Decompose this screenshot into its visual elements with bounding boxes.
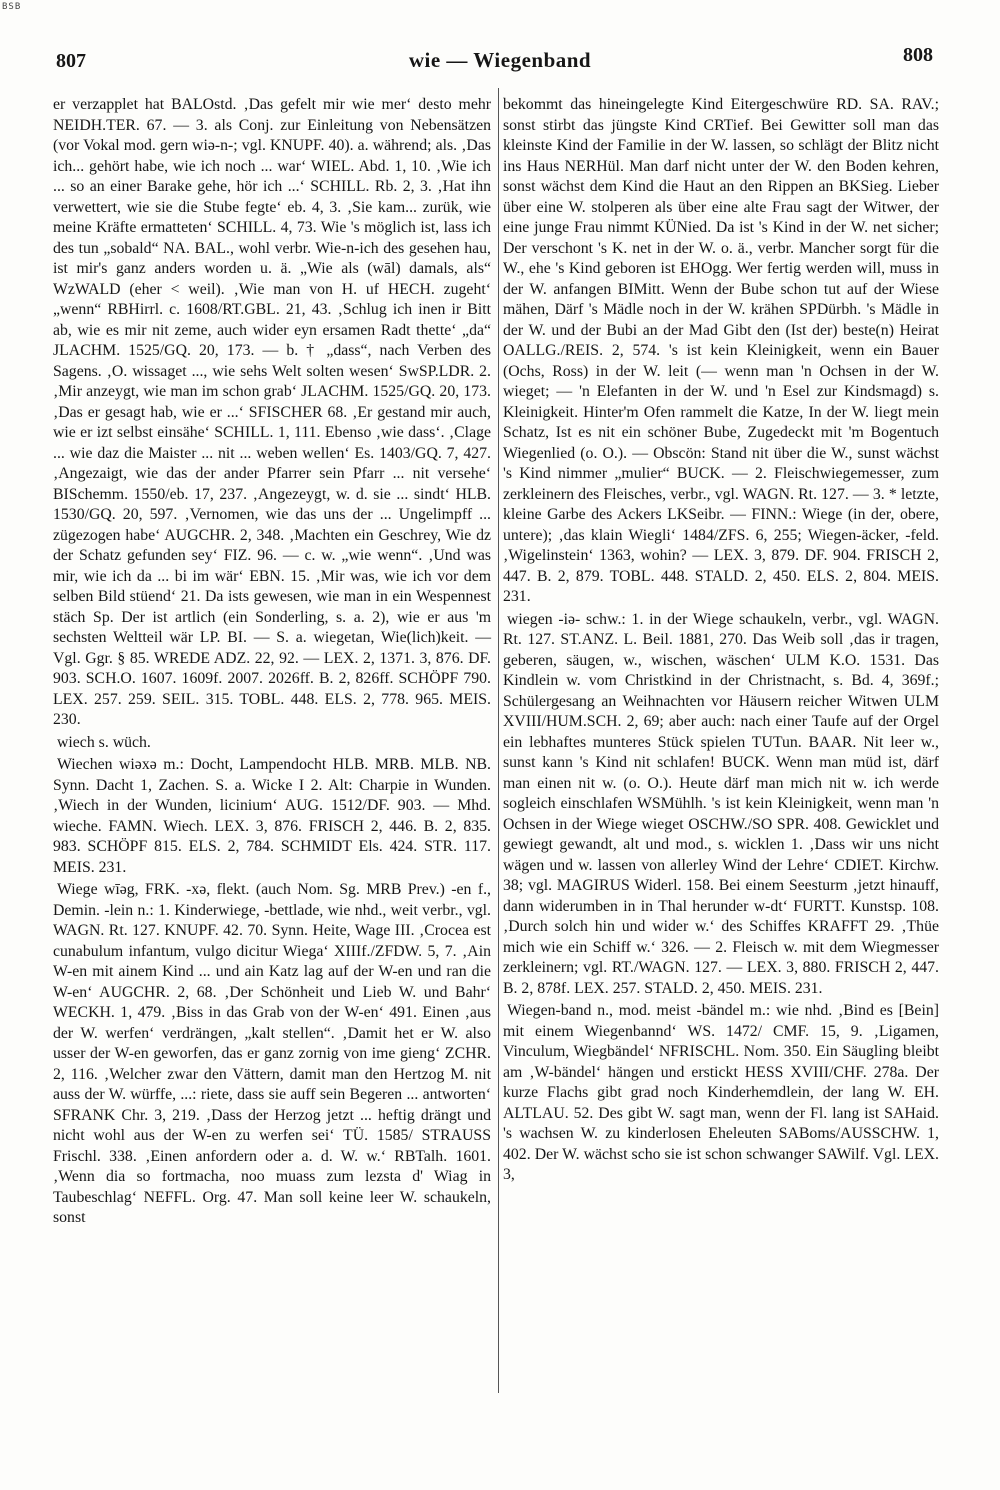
entry-wiege: Wiege wīəg, FRK. -xə, flekt. (auch Nom. Sg. MRB Prev.) -en f., Demin. -lein n.: 1. Kinderwiege, -bettlade, wie nhd., weit verbr., vgl. WAGN. Rt. 127. KNUPF. 42. 70. Synn. Heite, Wage III. ‚Crocea est cunabulum infantum, vulgo dicitur Wiega‘ XIIIf./ZFDW. 5, 7. ‚Ain W-en mit ainem Kind ... und ain Katz lag auf der W-en und ran die W-en‘ AUGCHR. 2, 68. ‚Der Schönheit und Lieb W. und Bahr‘ WECKH. 1, 479. ‚Biss in das Grab von der W-en‘ 491. Einen ‚aus der W. werfen‘ verdrängen, „kalt stellen“. ‚Damit het er W. also usser der W-en geworfen, das er ganz zornig von ime gieng‘ ZCHR. 2, 116. ‚Welcher zwar den Vättern, damit man den Hertzog M. nit auss der W. würffe, ...: riete, dass sie auff sein Begeren ... antworten‘ SFRANK Chr. 3, 219. ‚Dass der Herzog jetzt ... heftig drängt und nicht wohl aus der W-en zu werfen sei‘ TÜ. 1585/ STRAUSS Frischl. 338. ‚Einen anfordern oder a. d. W. w.‘ RBTalh. 1601. ‚Wenn dia so fortmacha, noo muass zum lezsta d' Wiag in Taubeschlag‘ NEFFL. Org. 47. Man soll keine leer W. schaukeln, sonst [53, 881, 491, 1226]
entry-wiegenband: Wiegen-band n., mod. meist -bändel m.: wie nhd. ‚Bind es [Bein] mit einem Wiegenbannd‘ WS. 1472/ CMF. 15, 9. ‚Ligamen, Vinculum, Wiegbändel‘ NFRISCHL. Nom. 350. Ein Säugling bleibt am ‚W-bändel‘ hängen und erstickt HESS XVIII/CHF. 278a. Der kurze Flachs gibt grad noch Kinderhemdlein, der lang W. EH. ALTLAU. 52. Des gibt W. sagt man, wenn der Fl. lang ist SAHaid. 's wachsen W. zu kinderlosen Eheleuten SABoms/AUSSCHW. 1, 402. Der W. wächst scho sie ist schon schwanger SAWilf. Vgl. LEX. 3, [503, 1002, 939, 1183]
column-divider [498, 88, 499, 1393]
library-stamp: BSB [2, 2, 22, 12]
entry-wiech: wiech s. wüch. [57, 733, 151, 751]
right-column [503, 95, 939, 1186]
entry-wie-continued: er verzapplet hat BALOstd. ‚Das gefelt mir wie mer‘ desto mehr NEIDH.TER. 67. — 3. als Conj. zur Einleitung von Nebensätzen (vor Vokal mod. gern wiə-n-; vgl. KNUPF. 40). a. während; als. ‚Das ich... gehört habe, wie ich noch ... war‘ WIEL. Abd. 1, 10. ‚Wie ich ... so an einer Barake gehe, hör ich ...‘ SCHILL. Rb. 2, 3. ‚Hat ihn verwettert, wie sie die Stube fegte‘ eb. 4, 3. ‚Sie kam... zurük, wie meine Kräfte ermatteten‘ SCHILL. 4, 73. Wie 's möglich ist, lass ich des tun „sobald“ NA. BAL., wohl verbr. Wie-n-ich des gesehen hau, ist mir's ganz anders worden u. ä. „Wie als (wāl) damals, als“ WzWALD (eher < weil). ‚Wie man von H. uf HECH. zugeht‘ „wenn“ RBHirrl. c. 1608/RT.GBL. 21, 43. ‚Schlug ich inen ir Bitt ab, wie es mir nit zeme, auch wider eyn ersamen Radt thette‘ „da“ JLACHM. 1525/GQ. 20, 173. — b. † „dass“, nach Verben des Sagens. ‚O. wissaget ..., wie sehs Welt solten wesen‘ SwSP.LDR. 2. ‚Mir anzeygt, wie man im schon grab‘ JLACHM. 1525/GQ. 20, 173. ‚Das er gesagt hab, wie er ...‘ SFISCHER 68. ‚Er gestand mir auch, wie er izt selbst einsähe‘ SCHILL. 1, 111. Ebenso ‚wie dass‘. ‚Clage ... wie daz die Maister ... nit ... weben wellen‘ Es. 1403/GQ. 7, 427. ‚Angezaigt, wie das der ander Pfarrer sein Pfarr ... nit versehe‘ BISchemm. 1550/eb. 17, 237. ‚Angezeygt, w. d. sie ... sindt‘ HLB. 1530/GQ. 20, 597. ‚Vernomen, wie das uns der ... Ungelimpff ... zügezogen habe‘ AUGCHR. 2, 348. ‚Machten ein Geschrey, Wie dz der Schatz gefunden sey‘ FIZ. 96. — c. w. „wie wenn“. ‚Und was mir, wie ich da ... bi im wär‘ EBN. 15. ‚Mir was, wie ich vor dem selben Bild stüend‘ 21. Da ists gewesen, wie man in ein Wespennest stäch Sp. Der ist artlich (ein Sonderling, s. a. 2), wie er aus 'm sechsten Weltteil wär LP. BI. — S. a. wiegetan, Wie(lich)keit. — Vgl. Ggr. § 85. WREDE ADZ. 22, 92. — LEX. 2, 1371. 3, 876. DF. 903. SCH.O. 1607. 1609f. 2007. 2026ff. B. 2, 826ff. SCHÖPF 790. LEX. 257. 259. SEIL. 315. TOBL. 448. ELS. 2, 778. 965. MEIS. 230. [53, 96, 491, 728]
entry-wiege-continued: bekommt das hineingelegte Kind Eitergeschwüre RD. SA. RAV.; sonst stirbt das jüngste Kind CRTief. Bei Gewitter soll man das kleinste Kind der Familie in der W. lassen, so schlägt der Blitz nicht ins Haus NERHül. Man darf nicht unter der W. den Boden kehren, sonst wächst dem Kind die Haut an den Rippen an BKSieg. Lieber über eine W. stolperen als über eine alte Frau sagt der Witwer, der eine junge Frau nimmt KÜNied. Da ist 's Kind in der W. net sicher; Der verschont 's K. net in der W. o. ä., verbr. Mancher sorgt für die W., ehe 's Kind geboren ist EHOgg. Wer fertig werden will, muss in der W. anfangen BIMitt. Wenn der Bube schon tut auf der Wiese mähen, Därf 's Mädle noch in der W. krähen SPDürbh. 's Mädle in der W. und der Bubi an der Mad Gibt den (Ist der) beste(n) Heirat OALLG./REIS. 2, 574. 's ist kein Kleinigkeit, wenn ein Bauer (Ochs, Ross) in der W. leit (— wenn man 'n Ochsen in der W. wieget; — 'n Elefanten in der W. und 'n Esel zur Kindsmagd) s. Kleinigkeit. Hinter'm Ofen rammelt die Katze, In der W. liegt mein Schatz, Ist es nit ein schöner Bube, Zugedeckt mit 'm Bogentuch Wiegenlied (o. O.). — Obscön: Stand nit über die W., sunst wächst 's Kind nimmer „mulier“ BUCK. — 2. Fleischwiegemesser, zum zerkleinern des Fleisches, verbr., vgl. WAGN. Rt. 127. — 3. * letzte, kleine Garbe des Ackers LKSeibr. — FINN.: Wiege (in der, obere, untere); ‚das klain Wiegli‘ 1484/ZFS. 6, 255; Wiegen-äcker, -feld. ‚Wigelinstein‘ 1363, wohin? — LEX. 3, 879. DF. 904. FRISCH 2, 447. B. 2, 879. TOBL. 448. STALD. 2, 450. ELS. 2, 804. MEIS. 231. [503, 96, 939, 605]
entry-wiegen: wiegen -iə- schw.: 1. in der Wiege schaukeln, verbr., vgl. WAGN. Rt. 127. ST.ANZ. L. Beil. 1881, 270. Das Weib soll ‚das ir tragen, geberen, säugen, w., wischen, wäschen‘ ULM K.O. 1531. Das Kindlein w. vom Christkind in der Christnacht, s. Bd. 4, 369f.; Schülergesang an Weihnachten vor Häusern reicher Witwen ULM XVIII/HUM.SCH. 2, 69; aber auch: nach einer Taufe auf der Orgel ein lebhaftes munteres Stück spielen TUTun. BAAR. Nit leer w., sunst kann 's Kind nit schlafen! BUCK. Wenn man müd ist, därf man einen nit w. (o. O.). Heute därf man mich nit w. ich werde sogleich einschlafen WSMühlh. 's ist kein Kleinigkeit, wenn man 'n Ochsen in der Wiege wieget OSCHW./SO SPR. 408. Gewicklet und gewiegt gewandt, alt und mod., s. wicklen 1. ‚Dass wir uns nicht wägen und w. lassen von allerley Wind der Lehre‘ CDIET. Kirchw. 38; vgl. MAGIRUS Widerl. 158. Bei einem Seesturm ‚jetzt hinauff, dann widerumben in in Thal herunder w-dt‘ FURTT. Kunstsp. 108. ‚Durch solch hin und wider w.‘ des Schiffes KRAFFT 29. ‚Thüe mich wie ein Schiff w.‘ 326. — 2. Fleisch w. mit dem Wiegmesser zerkleinern; vgl. RT./WAGN. 127. — LEX. 3, 880. FRISCH 2, 447. B. 2, 878f. LEX. 257. STALD. 2, 450. MEIS. 231. [503, 610, 939, 997]
running-title: wie — Wiegenband [408, 48, 592, 72]
page-header [0, 42, 1000, 82]
left-page-number: 807 [56, 50, 86, 72]
right-page-number: 808 [903, 44, 933, 66]
entry-wiechen: Wiechen wiəxə m.: Docht, Lampendocht HLB. MRB. MLB. NB. Synn. Dacht 1, Zachen. S. a. Wicke I 2. Alt: Charpie in Wunden. ‚Wiech in der Wunden, licinium‘ AUG. 1512/DF. 903. — Mhd. wieche. FAMN. Wiech. LEX. 3, 876. FRISCH 2, 446. B. 2, 835. 983. SCHÖPF 815. ELS. 2, 784. SCHMIDT Els. 424. STR. 117. MEIS. 231. [53, 756, 491, 876]
left-column [53, 95, 491, 1229]
